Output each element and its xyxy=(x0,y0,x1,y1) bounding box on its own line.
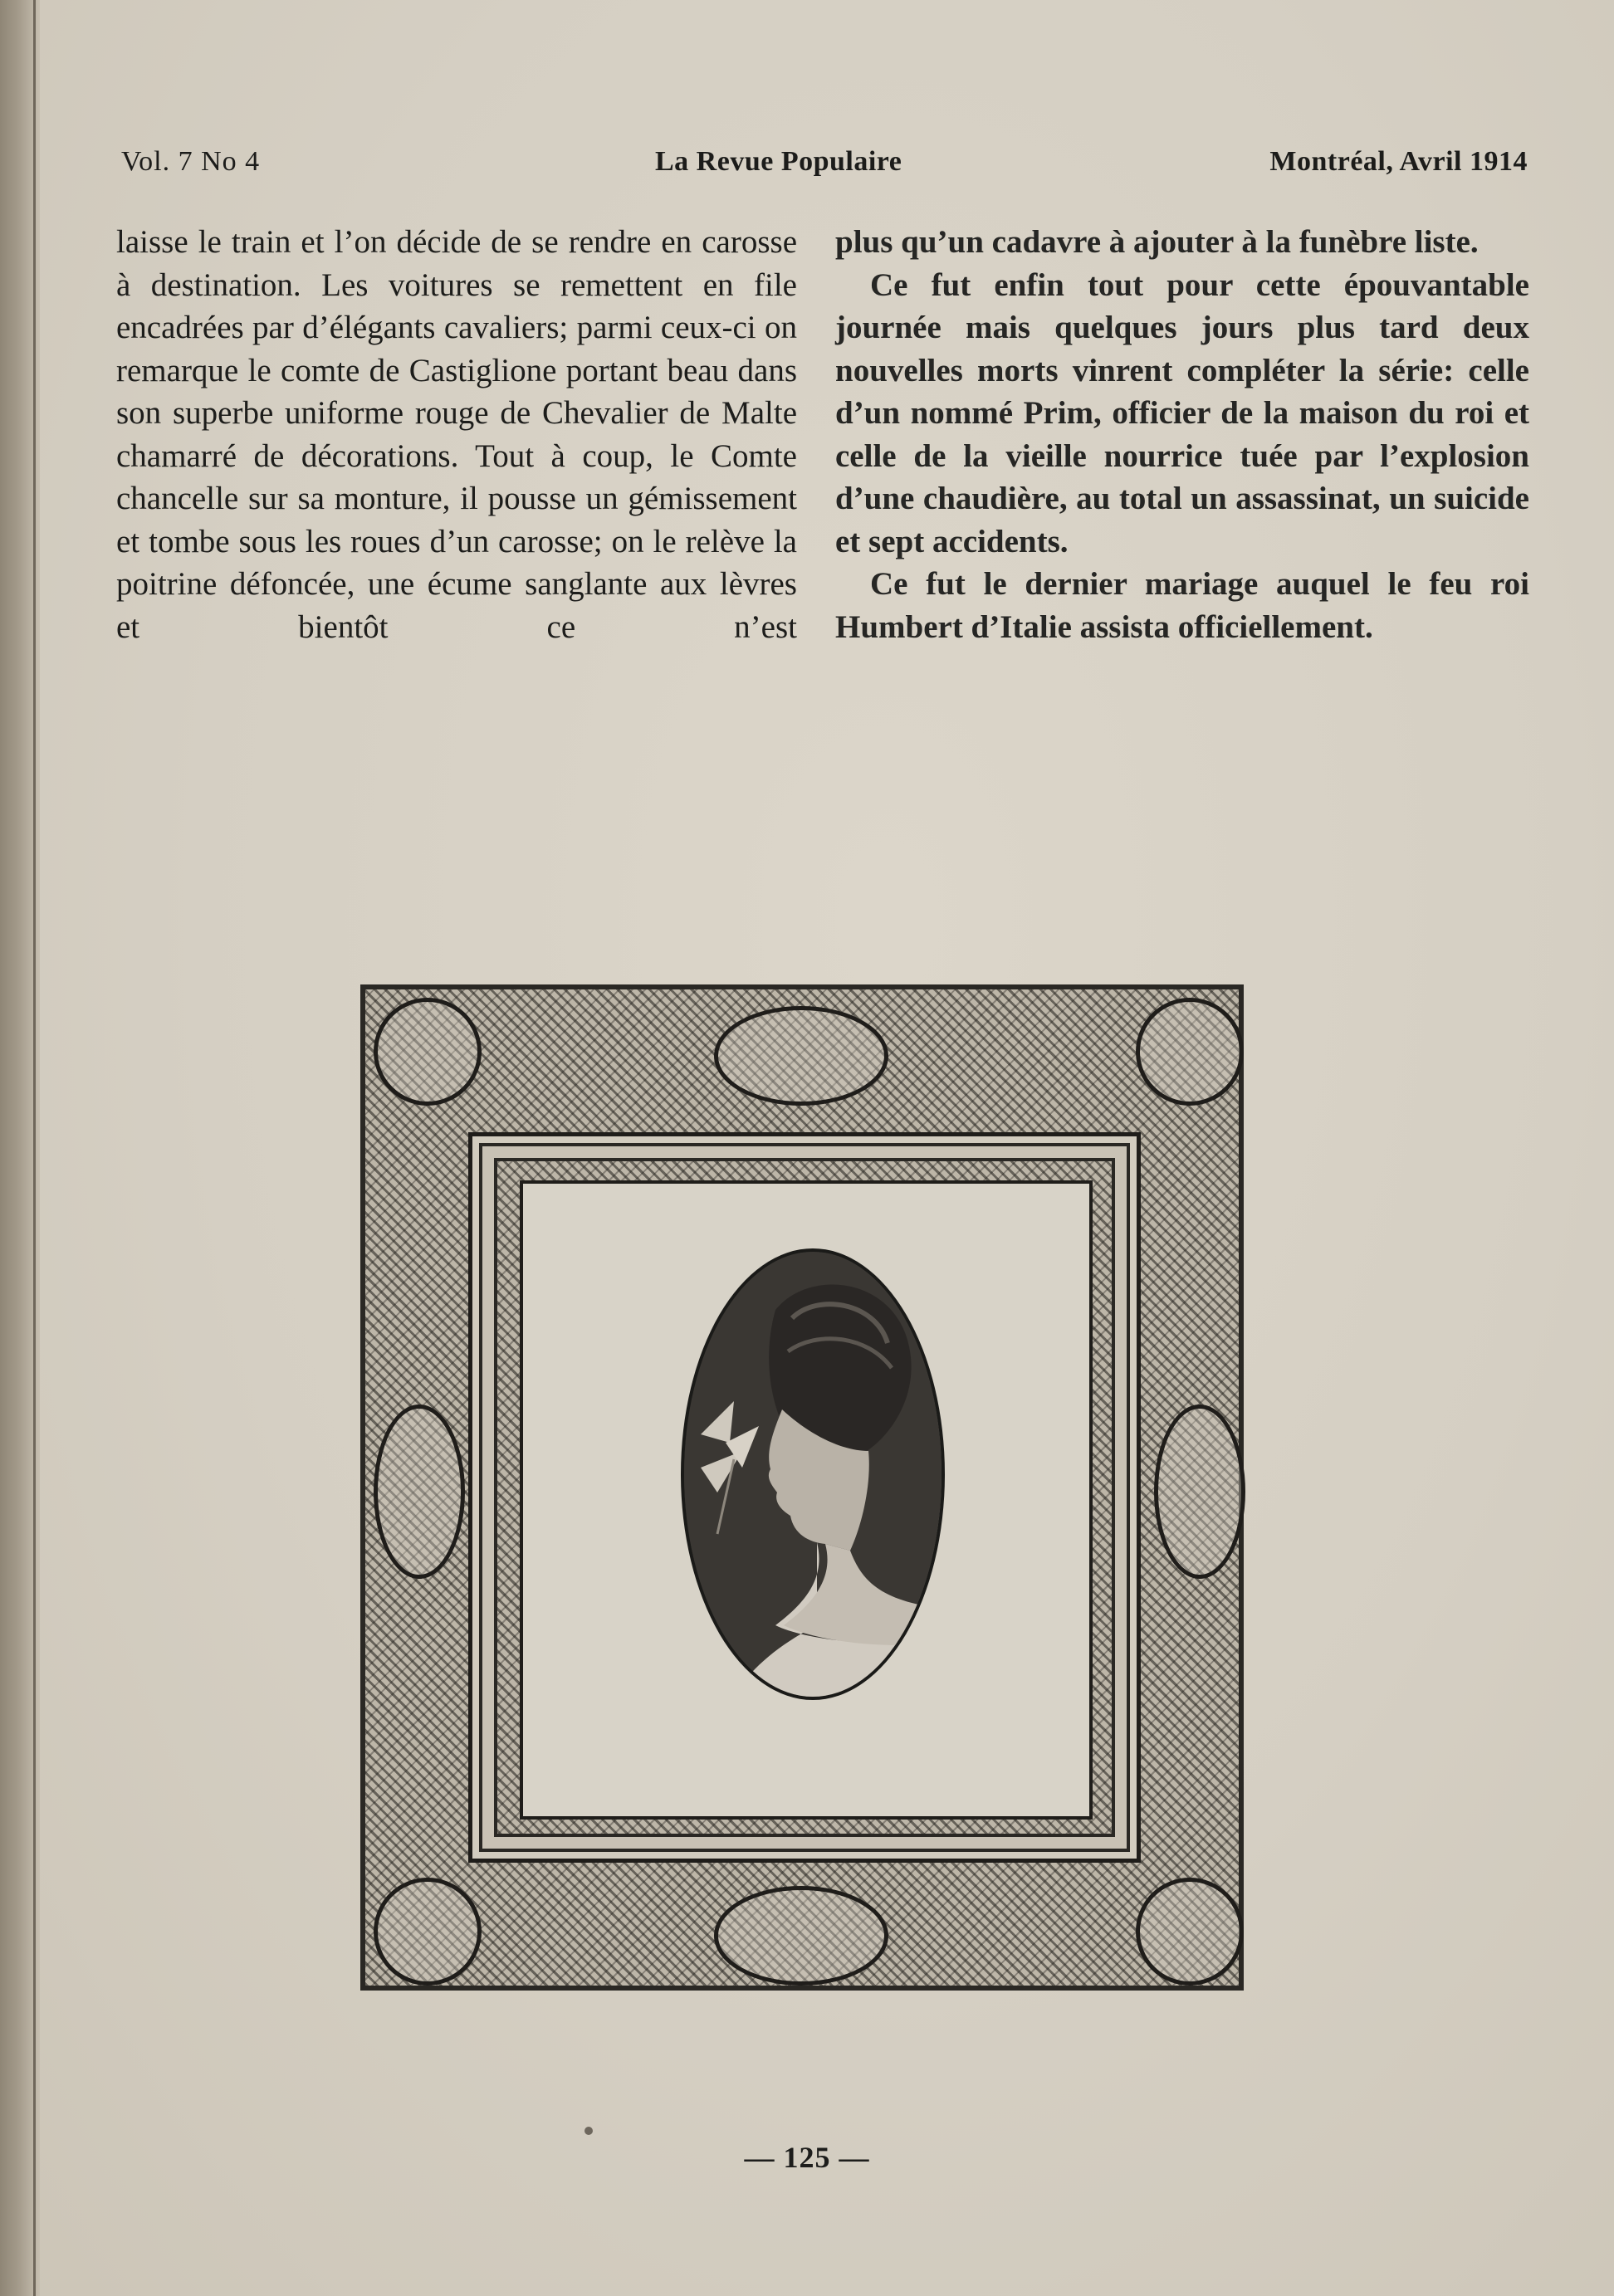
page-number: — 125 — xyxy=(744,2141,870,2174)
frame-corner-top-right xyxy=(1136,998,1244,1106)
ornate-picture-frame xyxy=(360,984,1244,1991)
header-title: La Revue Populaire xyxy=(655,146,902,177)
left-paragraph-1: laisse le train et l’on décide de se rendre en carosse à destination. Les voitures se remettent en file encadrées par d’élégants cavaliers; parmi ceux-ci on remarque le comte de Castiglione portant beau dans son superbe uniforme rouge de Chevalier de Malte chamarré de décorations. Tout à coup, le Comte chancelle sur sa monture, il pousse un gémissement et tombe sous les roues d’un carosse; on le relève la poitrine défoncée, une écume sanglante aux lèvres et bientôt ce n’est xyxy=(116,224,797,645)
frame-corner-top-left xyxy=(374,998,482,1106)
binding-edge xyxy=(33,0,36,2296)
frame-ornament-left xyxy=(374,1404,465,1579)
header-date: Montréal, Avril 1914 xyxy=(1269,146,1528,177)
frame-corner-bottom-right xyxy=(1136,1878,1244,1986)
frame-ornament-bottom xyxy=(714,1886,888,1986)
frame-corner-bottom-left xyxy=(374,1878,482,1986)
woman-profile-illustration xyxy=(684,1252,942,1697)
frame-ornament-right xyxy=(1154,1404,1245,1579)
paper-speck xyxy=(584,2127,593,2135)
running-header xyxy=(121,146,1528,188)
frame-mat xyxy=(520,1180,1093,1820)
right-paragraph-2: Ce fut enfin tout pour cette épouvantable journée mais quelques jours plus tard deux nouvelles morts vinrent compléter la série: celle d’un nommé Prim, officier de la maison du roi et celle de la vieille nourrice tuée par l’explosion d’une chaudière, au total un assassinat, un suicide et sept accidents. xyxy=(835,266,1529,559)
oval-portrait-photo xyxy=(681,1248,945,1700)
frame-ornament-top xyxy=(714,1006,888,1106)
header-volume: Vol. 7 No 4 xyxy=(121,146,261,177)
right-paragraph-1: plus qu’un cadavre à ajouter à la funèbre liste. xyxy=(835,224,1479,260)
left-text-column xyxy=(116,221,797,648)
right-paragraph-3: Ce fut le dernier mariage auquel le feu roi Humbert d’Italie assista officiellement. xyxy=(835,566,1529,645)
right-text-column xyxy=(835,221,1529,648)
